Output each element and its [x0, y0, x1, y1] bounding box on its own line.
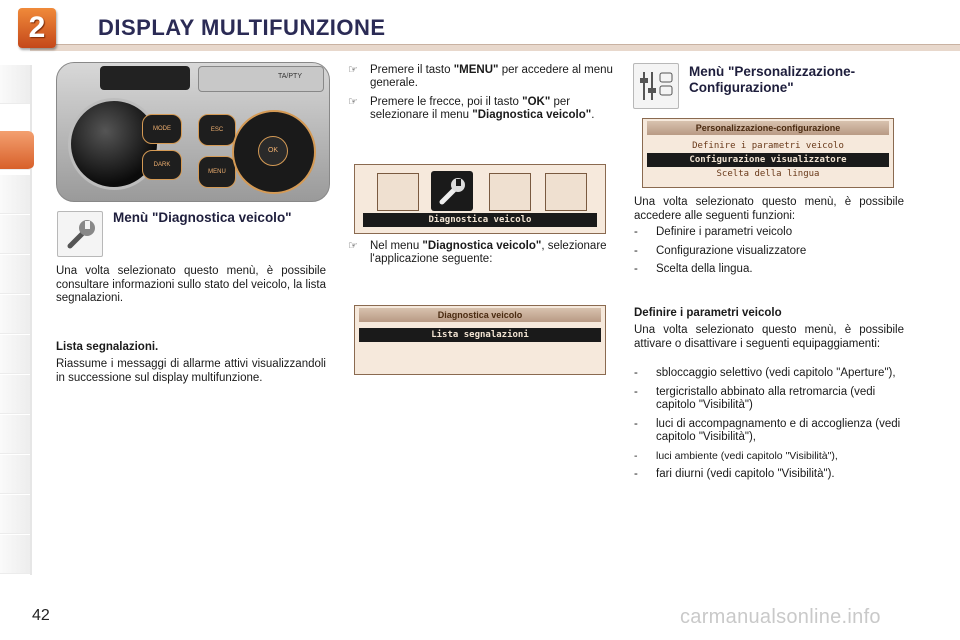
diagnostica-heading: Menù "Diagnostica veicolo" — [113, 210, 292, 225]
selected-menu-item: Lista segnalazioni — [359, 328, 601, 342]
menu-screen-personalizzazione — [642, 118, 894, 188]
equipment-list — [634, 367, 904, 487]
step-item: ☞ Premere le frecce, poi il tasto "OK" per selezionare il menu "Diagnostica veicolo". — [348, 96, 595, 121]
wrench-icon — [57, 211, 103, 257]
step-item: ☞ Nel menu "Diagnostica veicolo", selezionare l'applicazione seguente: — [348, 240, 607, 265]
settings-sliders-icon — [489, 173, 531, 211]
page-number: 42 — [32, 607, 50, 624]
diagnostica-text: Una volta selezionato questo menù, è possibile consultare informazioni sullo stato del veicolo, la lista segnalazioni. — [56, 265, 326, 304]
menu-screen-lista — [354, 305, 606, 375]
settings-sliders-icon — [633, 63, 679, 109]
chapter-tab-active[interactable] — [0, 131, 34, 170]
page-title: DISPLAY MULTIFUNZIONE — [98, 15, 386, 40]
step-item: ☞ Premere il tasto "MENU" per accedere al menu generale. — [348, 64, 613, 89]
chapter-tab[interactable] — [0, 215, 30, 254]
chapter-tab[interactable] — [0, 535, 30, 574]
panel-ta-pty-label: TA/PTY — [278, 73, 302, 80]
menu-screen-diagnostica — [354, 164, 606, 234]
chapter-tabs — [0, 65, 32, 575]
screen-menu-item: Definire i parametri veicolo — [692, 141, 844, 151]
list-item: - fari diurni (vedi capitolo "Visibilità"). — [634, 468, 904, 482]
panel-ok-button: OK — [258, 136, 288, 166]
list-item: - luci ambiente (vedi capitolo "Visibilità"), — [634, 450, 904, 464]
chapter-badge — [18, 8, 56, 48]
panel-display-slot — [100, 66, 190, 90]
chapter-number: 2 — [28, 11, 46, 44]
chapter-tab[interactable] — [0, 65, 30, 104]
chapter-tab[interactable] — [0, 375, 30, 414]
chapter-tab[interactable] — [0, 175, 30, 214]
chapter-tab[interactable] — [0, 335, 30, 374]
pointer-icon: ☞ — [348, 240, 358, 252]
steps-list — [346, 64, 616, 128]
header-rule — [30, 44, 960, 51]
selected-menu-item: Configurazione visualizzatore — [647, 153, 889, 167]
phone-icon — [545, 173, 587, 211]
chapter-tab[interactable] — [0, 255, 30, 294]
list-item: - tergicristallo abbinato alla retromarcia (vedi capitolo "Visibilità") — [634, 386, 904, 413]
list-item: - Configurazione visualizzatore — [634, 245, 904, 259]
lista-text: Riassume i messaggi di allarme attivi visualizzandoli in successione sul display multifunzione. — [56, 358, 326, 384]
pointer-icon: ☞ — [348, 64, 358, 76]
list-item: - Definire i parametri veicolo — [634, 226, 904, 240]
wrench-icon — [431, 171, 473, 211]
personalizzazione-intro: Una volta selezionato questo menù, è possibile accedere alle seguenti funzioni: — [634, 196, 904, 222]
screen-title: Personalizzazione-configurazione — [647, 121, 889, 135]
panel-display-slot-right — [198, 66, 324, 92]
selected-menu-item: Diagnostica veicolo — [363, 213, 597, 227]
chapter-tab[interactable] — [0, 495, 30, 534]
panel-mode-button: MODE — [142, 114, 182, 144]
personalizzazione-heading: Menù "Personalizzazione-Configurazione" — [689, 64, 856, 95]
panel-menu-button: MENU — [198, 156, 236, 188]
pointer-icon: ☞ — [348, 96, 358, 108]
screen-title: Diagnostica veicolo — [359, 308, 601, 322]
lista-heading: Lista segnalazioni. — [56, 341, 159, 353]
screen-menu-item: Scelta della lingua — [716, 169, 820, 179]
definire-text: Una volta selezionato questo menù, è possibile attivare o disattivare i seguenti equipaggiamenti: — [634, 324, 904, 350]
definire-heading: Definire i parametri veicolo — [634, 307, 782, 319]
chapter-tab[interactable] — [0, 415, 30, 454]
functions-list — [634, 226, 904, 282]
list-item: - luci di accompagnamento e di accoglienza (vedi capitolo "Visibilità"), — [634, 418, 904, 445]
list-item: - sbloccaggio selettivo (vedi capitolo "Aperture"), — [634, 367, 904, 381]
watermark: carmanualsonline.info — [680, 606, 881, 628]
step3-list — [346, 240, 616, 272]
chapter-tab[interactable] — [0, 455, 30, 494]
chapter-tab[interactable] — [0, 295, 30, 334]
list-item: - Scelta della lingua. — [634, 263, 904, 277]
audio-icon — [377, 173, 419, 211]
panel-dark-button: DARK — [142, 150, 182, 180]
panel-esc-button: ESC — [198, 114, 236, 146]
